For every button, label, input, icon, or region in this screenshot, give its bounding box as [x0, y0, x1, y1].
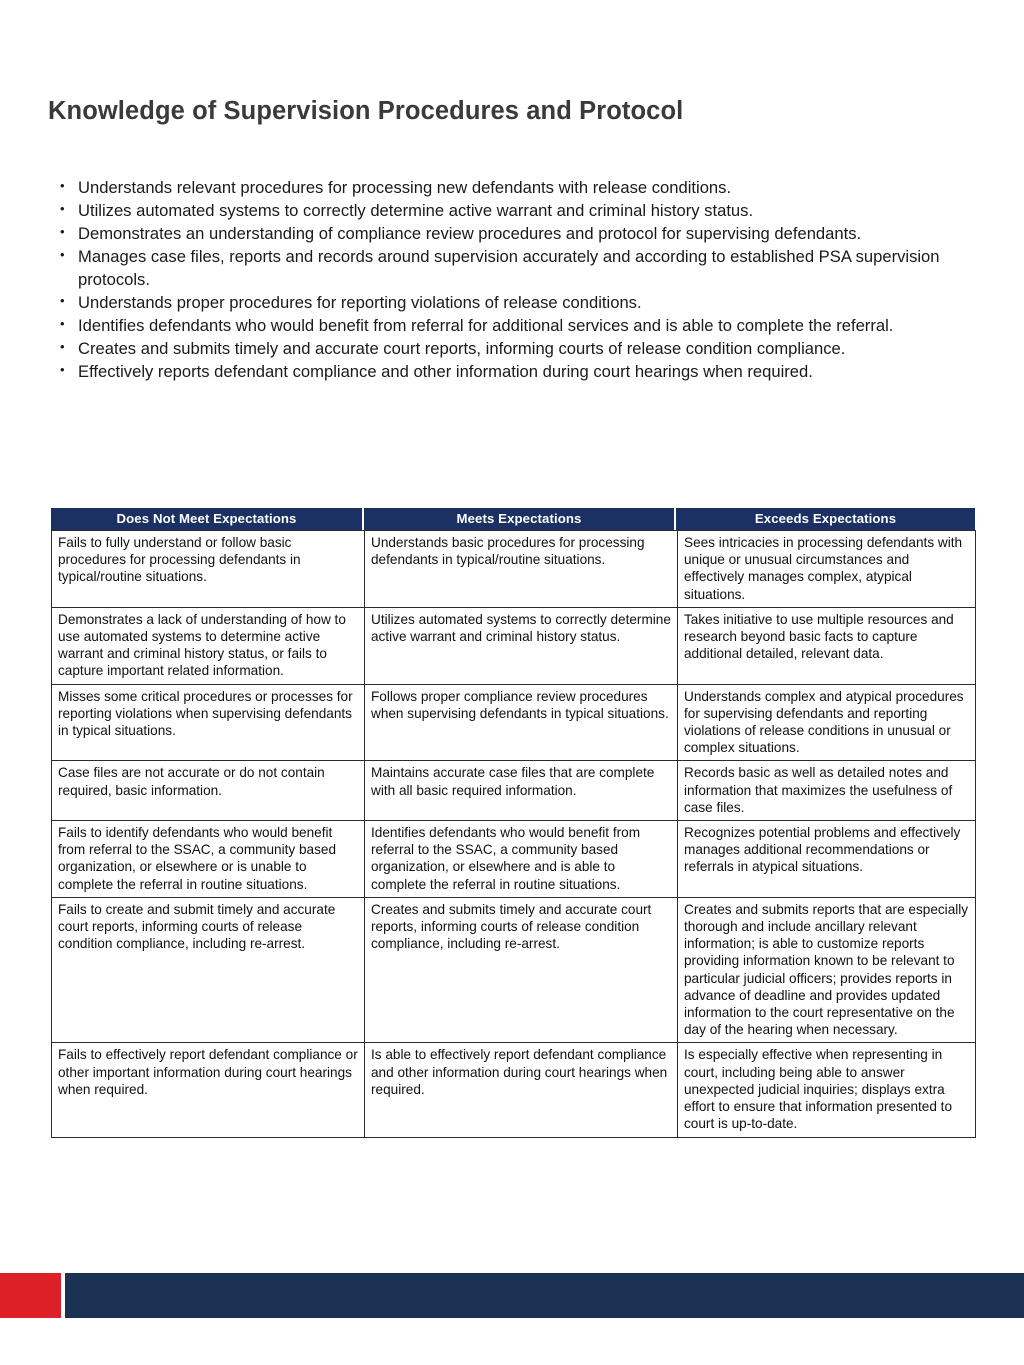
cell-meets: Understands basic procedures for processing defendants in typical/routine situations.: [365, 531, 678, 608]
cell-does-not-meet: Demonstrates a lack of understanding of how to use automated systems to determine active warrant and criminal history status, or fails to capture important related information.: [52, 607, 365, 684]
list-item: • Manages case files, reports and records around supervision accurately and according to established PSA supervision protocols.: [56, 246, 972, 291]
cell-exceeds: Recognizes potential problems and effectively manages additional recommendations or referrals in atypical situations.: [678, 821, 976, 898]
list-item: • Demonstrates an understanding of compliance review procedures and protocol for supervising defendants.: [56, 223, 972, 246]
cell-does-not-meet: Fails to identify defendants who would benefit from referral to the SSAC, a community based organization, or elsewhere or is unable to complete the referral in routine situations.: [52, 821, 365, 898]
list-item: • Creates and submits timely and accurate court reports, informing courts of release condition compliance.: [56, 338, 972, 361]
column-header-exceeds-expectations: Exceeds Expectations: [676, 508, 975, 530]
table-row: [52, 1043, 976, 1137]
competency-bullet-list: [56, 177, 972, 384]
table-row: [52, 761, 976, 821]
list-item: • Understands proper procedures for reporting violations of release conditions.: [56, 292, 972, 315]
cell-does-not-meet: Fails to fully understand or follow basic procedures for processing defendants in typical/routine situations.: [52, 531, 365, 608]
table-row: [52, 607, 976, 684]
cell-exceeds: Takes initiative to use multiple resources and research beyond basic facts to capture additional detailed, relevant data.: [678, 607, 976, 684]
table-row: [52, 684, 976, 761]
cell-exceeds: Creates and submits reports that are especially thorough and include ancillary relevant information; is able to customize reports providing information known to be relevant to particular judicial officers; provides reports in advance of deadline and provides updated information to the court representative on the day of the hearing when necessary.: [678, 897, 976, 1043]
table-row: [52, 897, 976, 1043]
cell-does-not-meet: Case files are not accurate or do not contain required, basic information.: [52, 761, 365, 821]
list-item: • Identifies defendants who would benefit from referral for additional services and is able to complete the referral.: [56, 315, 972, 338]
list-item: • Understands relevant procedures for processing new defendants with release conditions.: [56, 177, 972, 200]
cell-does-not-meet: Fails to create and submit timely and accurate court reports, informing courts of release condition compliance, including re-arrest.: [52, 897, 365, 1043]
cell-exceeds: Understands complex and atypical procedures for supervising defendants and reporting violations of release conditions in unusual or complex situations.: [678, 684, 976, 761]
column-header-does-not-meet-expectations: Does Not Meet Expectations: [51, 508, 362, 530]
cell-does-not-meet: Fails to effectively report defendant compliance or other important information during court hearings when required.: [52, 1043, 365, 1137]
cell-meets: Maintains accurate case files that are complete with all basic required information.: [365, 761, 678, 821]
footer-accent-red: [0, 1273, 61, 1318]
cell-does-not-meet: Misses some critical procedures or processes for reporting violations when supervising defendants in typical situations.: [52, 684, 365, 761]
table-row: [52, 821, 976, 898]
rubric-table: [51, 508, 975, 1138]
cell-meets: Identifies defendants who would benefit from referral to the SSAC, a community based organization, or elsewhere and is able to complete the referral in routine situations.: [365, 821, 678, 898]
rubric-grid: [51, 530, 976, 1138]
list-item: • Effectively reports defendant compliance and other information during court hearings when required.: [56, 361, 972, 384]
cell-meets: Creates and submits timely and accurate court reports, informing courts of release condition compliance, including re-arrest.: [365, 897, 678, 1043]
table-row: [52, 531, 976, 608]
list-item: • Utilizes automated systems to correctly determine active warrant and criminal history status.: [56, 200, 972, 223]
column-header-meets-expectations: Meets Expectations: [364, 508, 674, 530]
cell-meets: Is able to effectively report defendant compliance and other information during court hearings when required.: [365, 1043, 678, 1137]
cell-meets: Utilizes automated systems to correctly determine active warrant and criminal history status.: [365, 607, 678, 684]
cell-exceeds: Records basic as well as detailed notes and information that maximizes the usefulness of case files.: [678, 761, 976, 821]
cell-exceeds: Is especially effective when representing in court, including being able to answer unexpected judicial inquiries; displays extra effort to ensure that information presented to court is up-to-date.: [678, 1043, 976, 1137]
footer-accent-navy: [65, 1273, 1024, 1318]
rubric-header-row: [51, 508, 975, 530]
cell-meets: Follows proper compliance review procedures when supervising defendants in typical situations.: [365, 684, 678, 761]
cell-exceeds: Sees intricacies in processing defendants with unique or unusual circumstances and effectively manages complex, atypical situations.: [678, 531, 976, 608]
page-title: Knowledge of Supervision Procedures and Protocol: [48, 97, 684, 125]
